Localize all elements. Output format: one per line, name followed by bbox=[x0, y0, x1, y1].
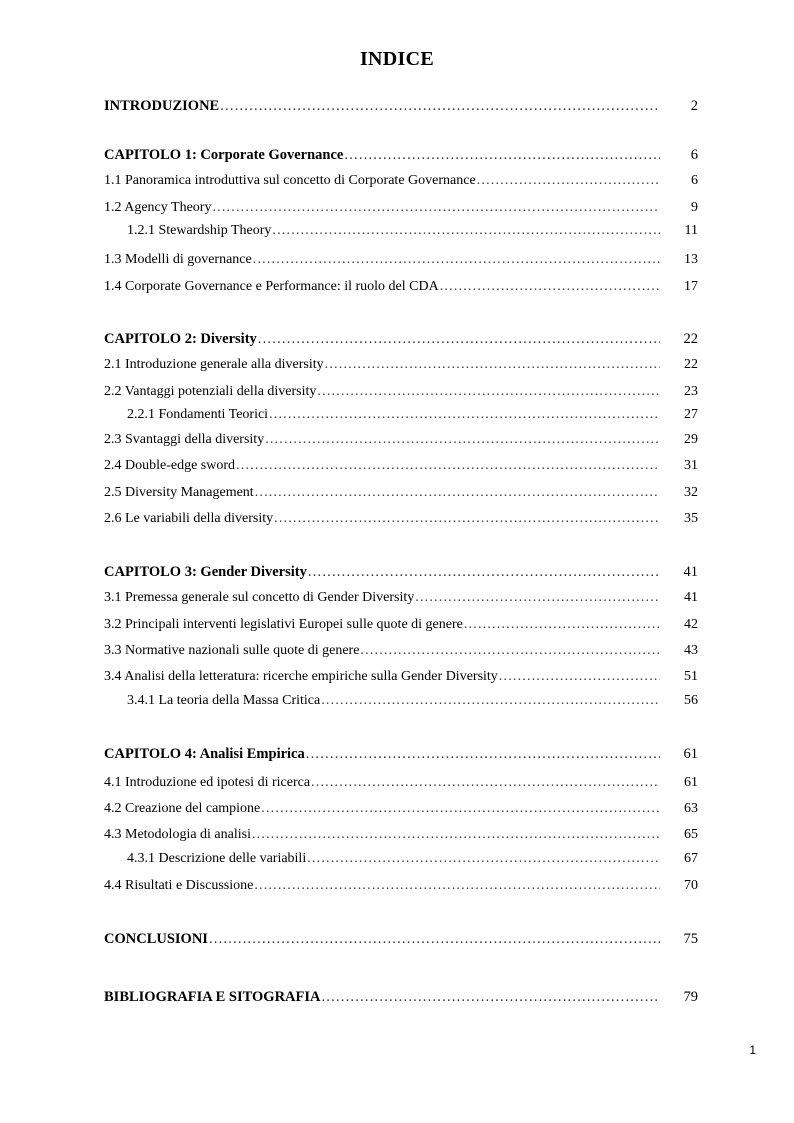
toc-entry-page: 22 bbox=[684, 357, 698, 372]
toc-entry-page: 17 bbox=[684, 279, 698, 294]
leader-dots bbox=[415, 589, 660, 607]
toc-section-entry bbox=[104, 800, 698, 818]
toc-chapter-entry bbox=[104, 330, 698, 348]
toc-entry-label: 2.3 Svantaggi della diversity bbox=[104, 432, 265, 447]
toc-entry-label: 3.2 Principali interventi legislativi Europei sulle quote di genere bbox=[104, 617, 463, 632]
toc-entry-label: 4.1 Introduzione ed ipotesi di ricerca bbox=[104, 775, 311, 790]
toc-entry-label: 1.1 Panoramica introduttiva sul concetto di Corporate Governance bbox=[104, 173, 476, 188]
toc-entry-label: 3.1 Premessa generale sul concetto di Gender Diversity bbox=[104, 590, 415, 605]
leader-dots bbox=[274, 510, 660, 528]
toc-section-entry bbox=[104, 278, 698, 296]
toc-chapter-entry bbox=[104, 988, 698, 1006]
leader-dots bbox=[440, 278, 660, 296]
toc-entry-page: 27 bbox=[684, 407, 698, 422]
leader-dots bbox=[325, 356, 660, 374]
toc-entry-label: 2.1 Introduzione generale alla diversity bbox=[104, 357, 324, 372]
leader-dots bbox=[321, 988, 660, 1006]
toc-entry-page: 65 bbox=[684, 827, 698, 842]
leader-dots bbox=[269, 406, 660, 424]
toc-section-entry bbox=[104, 589, 698, 607]
toc-entry-label: 3.4.1 La teoria della Massa Critica bbox=[127, 693, 321, 708]
toc-chapter-entry bbox=[104, 146, 698, 164]
toc-entry-label: INTRODUZIONE bbox=[104, 98, 220, 114]
toc-entry-page: 31 bbox=[684, 458, 698, 473]
toc-section-entry bbox=[104, 199, 698, 217]
toc-entry-label: 2.4 Double-edge sword bbox=[104, 458, 236, 473]
leader-dots bbox=[255, 484, 660, 502]
toc-section-entry bbox=[127, 692, 698, 710]
leader-dots bbox=[307, 850, 660, 868]
toc-entry-page: 6 bbox=[691, 173, 698, 188]
toc-section-entry bbox=[104, 356, 698, 374]
toc-entry-page: 32 bbox=[684, 485, 698, 500]
leader-dots bbox=[252, 826, 660, 844]
leader-dots bbox=[308, 563, 660, 581]
toc-entry-label: CAPITOLO 2: Diversity bbox=[104, 331, 257, 347]
toc-chapter-entry bbox=[104, 563, 698, 581]
leader-dots bbox=[212, 199, 660, 217]
toc-section-entry bbox=[104, 642, 698, 660]
leader-dots bbox=[311, 774, 660, 792]
page-title: INDICE bbox=[359, 48, 435, 70]
leader-dots bbox=[258, 330, 660, 348]
toc-entry-label: 1.2.1 Stewardship Theory bbox=[127, 223, 272, 238]
toc-entry-label: CAPITOLO 1: Corporate Governance bbox=[104, 147, 344, 163]
leader-dots bbox=[499, 668, 660, 686]
toc-entry-label: CAPITOLO 3: Gender Diversity bbox=[104, 564, 307, 580]
toc-entry-label: 1.2 Agency Theory bbox=[104, 200, 212, 215]
toc-section-entry bbox=[104, 484, 698, 502]
toc-entry-page: 13 bbox=[684, 252, 698, 267]
toc-section-entry bbox=[104, 774, 698, 792]
toc-entry-label: 2.2.1 Fondamenti Teorici bbox=[127, 407, 269, 422]
toc-entry-page: 70 bbox=[684, 878, 698, 893]
toc-section-entry bbox=[104, 431, 698, 449]
toc-entry-page: 9 bbox=[691, 200, 698, 215]
toc-entry-page: 51 bbox=[684, 669, 698, 684]
toc-entry-page: 42 bbox=[684, 617, 698, 632]
toc-entry-page: 6 bbox=[690, 147, 698, 163]
toc-entry-page: 23 bbox=[684, 384, 698, 399]
toc-section-entry bbox=[104, 383, 698, 401]
toc-entry-label: 4.3 Metodologia di analisi bbox=[104, 827, 251, 842]
toc-entry-page: 35 bbox=[684, 511, 698, 526]
toc-section-entry bbox=[104, 457, 698, 475]
toc-section-entry bbox=[104, 668, 698, 686]
toc-section-entry bbox=[104, 616, 698, 634]
toc-entry-label: 4.4 Risultati e Discussione bbox=[104, 878, 254, 893]
page-number: 1 bbox=[749, 1043, 756, 1057]
toc-entry-page: 63 bbox=[684, 801, 698, 816]
leader-dots bbox=[272, 222, 660, 240]
toc-entry-label: 4.2 Creazione del campione bbox=[104, 801, 261, 816]
toc-entry-label: 2.2 Vantaggi potenziali della diversity bbox=[104, 384, 317, 399]
toc-section-entry bbox=[127, 406, 698, 424]
toc-section-entry bbox=[104, 251, 698, 269]
toc-entry-label: 1.4 Corporate Governance e Performance: il ruolo del CDA bbox=[104, 279, 439, 294]
leader-dots bbox=[306, 745, 660, 763]
toc-entry-page: 61 bbox=[684, 775, 698, 790]
toc-entry-page: 41 bbox=[683, 564, 698, 580]
toc-entry-page: 43 bbox=[684, 643, 698, 658]
toc-entry-page: 11 bbox=[684, 223, 698, 238]
toc-chapter-entry bbox=[104, 97, 698, 115]
toc-entry-label: 2.5 Diversity Management bbox=[104, 485, 254, 500]
toc-section-entry bbox=[104, 510, 698, 528]
toc-entry-page: 75 bbox=[683, 931, 698, 947]
toc-chapter-entry bbox=[104, 745, 698, 763]
toc-entry-label: 1.3 Modelli di governance bbox=[104, 252, 252, 267]
toc-entry-page: 67 bbox=[684, 851, 698, 866]
leader-dots bbox=[317, 383, 660, 401]
leader-dots bbox=[344, 146, 660, 164]
leader-dots bbox=[220, 97, 660, 115]
toc-entry-label: CAPITOLO 4: Analisi Empirica bbox=[104, 746, 305, 762]
toc-entry-label: 3.3 Normative nazionali sulle quote di genere bbox=[104, 643, 360, 658]
leader-dots bbox=[261, 800, 660, 818]
toc-section-entry bbox=[104, 877, 698, 895]
toc-chapter-entry bbox=[104, 930, 698, 948]
toc-entry-page: 22 bbox=[683, 331, 698, 347]
leader-dots bbox=[236, 457, 660, 475]
leader-dots bbox=[464, 616, 660, 634]
leader-dots bbox=[254, 877, 660, 895]
toc-entry-label: BIBLIOGRAFIA E SITOGRAFIA bbox=[104, 989, 321, 1005]
toc-entry-page: 79 bbox=[683, 989, 698, 1005]
leader-dots bbox=[265, 431, 660, 449]
leader-dots bbox=[321, 692, 660, 710]
leader-dots bbox=[253, 251, 660, 269]
toc-entry-page: 2 bbox=[690, 98, 698, 114]
toc-entry-page: 61 bbox=[683, 746, 698, 762]
leader-dots bbox=[360, 642, 660, 660]
toc-entry-label: 3.4 Analisi della letteratura: ricerche empiriche sulla Gender Diversity bbox=[104, 669, 498, 684]
toc-section-entry bbox=[104, 826, 698, 844]
toc-entry-page: 56 bbox=[684, 693, 698, 708]
toc-entry-label: CONCLUSIONI bbox=[104, 931, 208, 947]
toc-section-entry bbox=[127, 222, 698, 240]
toc-section-entry bbox=[104, 172, 698, 190]
toc-entry-label: 4.3.1 Descrizione delle variabili bbox=[127, 851, 307, 866]
toc-section-entry bbox=[127, 850, 698, 868]
leader-dots bbox=[209, 930, 660, 948]
toc-entry-label: 2.6 Le variabili della diversity bbox=[104, 511, 274, 526]
toc-entry-page: 41 bbox=[684, 590, 698, 605]
leader-dots bbox=[477, 172, 660, 190]
toc-entry-page: 29 bbox=[684, 432, 698, 447]
